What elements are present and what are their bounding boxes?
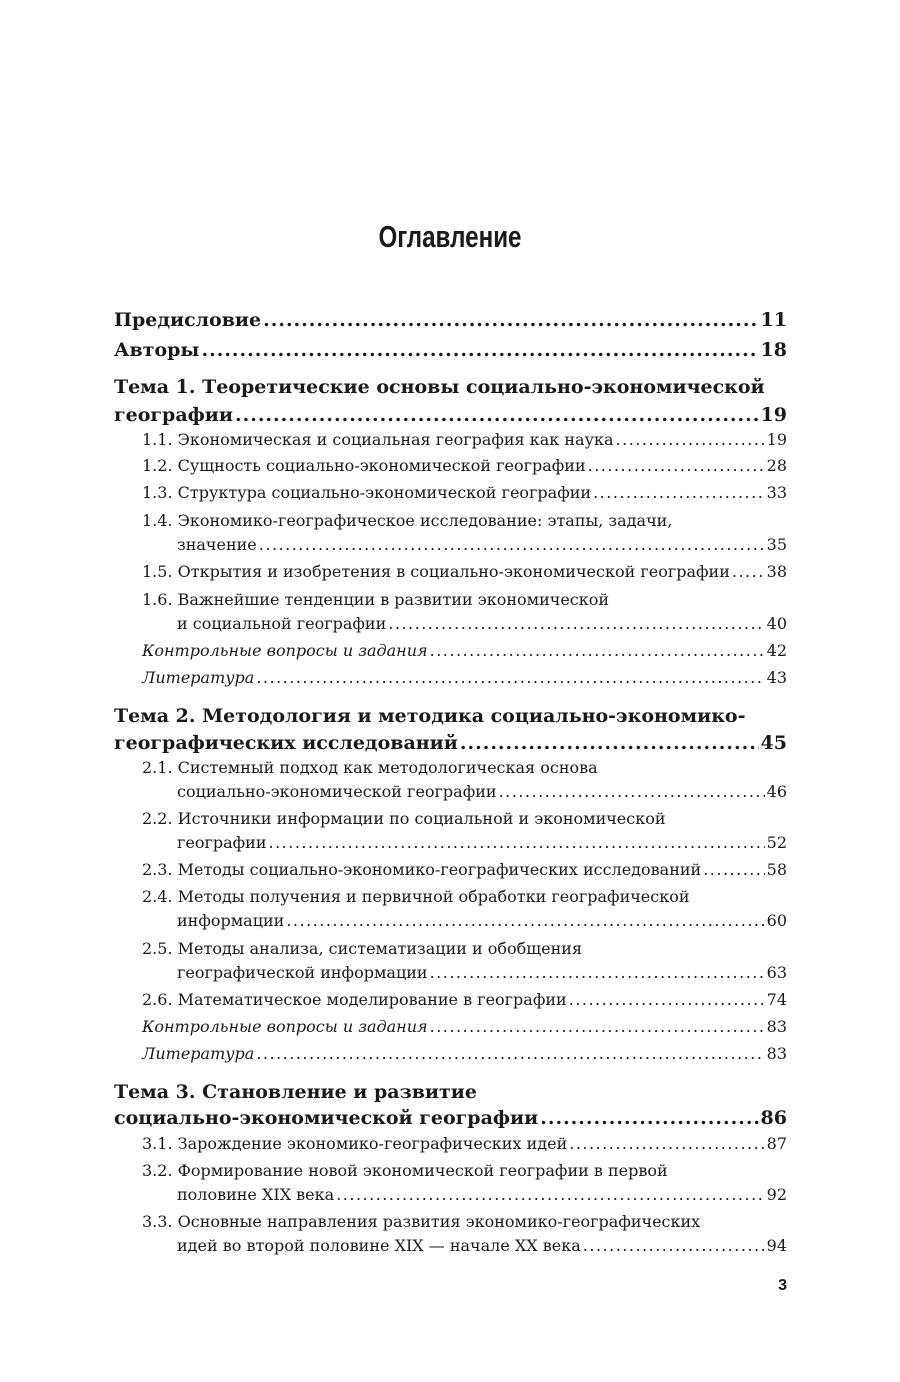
dot-leader	[263, 307, 758, 333]
dot-leader	[201, 337, 758, 363]
toc-entry-title: 2.5. Методы анализа, систематизации и обобщения	[142, 939, 583, 958]
toc-entry	[142, 589, 787, 611]
page-number: 3	[778, 1277, 787, 1294]
toc-entry-title: географической информации	[177, 963, 428, 982]
toc-entry-title: идей во второй половине XIX — начале XX века	[177, 1236, 581, 1255]
toc-entry-page: 83	[766, 1017, 787, 1036]
toc-entry	[142, 808, 787, 830]
toc-entry-title: 1.6. Важнейшие тенденции в развитии экономической	[142, 590, 610, 609]
toc-entry-page: 38	[766, 562, 787, 581]
toc-entry	[114, 402, 787, 428]
toc-entry	[177, 1184, 787, 1206]
toc-entry	[177, 534, 787, 556]
toc-entry	[142, 640, 787, 662]
dot-leader	[235, 402, 759, 428]
toc-entry-page: 43	[766, 668, 787, 687]
dot-leader	[460, 730, 759, 756]
toc-entry-page: 63	[766, 963, 787, 982]
dot-leader	[569, 1133, 764, 1155]
dot-leader	[269, 832, 765, 854]
toc-entry-title: Контрольные вопросы и задания	[142, 1017, 428, 1036]
toc-entry-page: 74	[766, 990, 787, 1009]
toc-entry-title: Контрольные вопросы и задания	[142, 641, 428, 660]
toc-entry-title: 3.1. Зарождение экономико-географических идей	[142, 1134, 568, 1153]
toc-entry-page: 40	[766, 614, 787, 633]
toc-entry	[142, 859, 787, 881]
toc-entry	[114, 730, 787, 756]
toc-entry-page: 42	[766, 641, 787, 660]
toc-entry-title: 1.5. Открытия и изобретения в социально-экономической географии	[142, 562, 730, 581]
toc-entry-page: 86	[760, 1107, 787, 1129]
dot-leader	[430, 640, 765, 662]
dot-leader	[569, 989, 765, 1011]
toc-entry-title: информации	[177, 911, 285, 930]
toc-entry	[142, 482, 787, 504]
toc-entry	[177, 832, 787, 854]
toc-entry-title: 3.3. Основные направления развития экономико-географических	[142, 1212, 701, 1231]
toc-entry-page: 19	[766, 430, 787, 449]
toc-entry-page: 18	[760, 339, 787, 361]
toc-entry	[142, 561, 787, 583]
dot-leader	[499, 781, 765, 803]
toc-entry	[177, 781, 787, 803]
toc-entry-page: 92	[766, 1185, 787, 1204]
toc-entry-page: 35	[766, 535, 787, 554]
toc-entry-title: Литература	[142, 1044, 255, 1063]
toc-entry	[142, 1016, 787, 1038]
toc-entry-title: 1.3. Структура социально-экономической географии	[142, 483, 592, 502]
dot-leader	[732, 561, 765, 583]
toc-entry-title: социально-экономической географии	[177, 782, 497, 801]
toc-entry	[114, 1105, 787, 1131]
toc-entry-title: 1.4. Экономико-географическое исследование: этапы, задачи,	[142, 511, 673, 530]
dot-leader	[588, 455, 765, 477]
toc-entry	[142, 1043, 787, 1065]
toc-entry-title: 2.6. Математическое моделирование в географии	[142, 990, 567, 1009]
toc-entry	[177, 1235, 787, 1257]
toc-entry-title: 2.3. Методы социально-экономико-географических исследований	[142, 860, 702, 879]
toc-entry-title: и социальной географии	[177, 614, 387, 633]
toc-entry-title: Предисловие	[114, 309, 262, 331]
toc-entry	[177, 910, 787, 932]
toc-entry	[114, 307, 787, 333]
toc-entry	[142, 1133, 787, 1155]
toc-entry-title: географических исследований	[114, 732, 458, 754]
toc-entry-page: 58	[766, 860, 787, 879]
toc-entry-title: Литература	[142, 668, 255, 687]
toc-entry-title: значение	[177, 535, 257, 554]
toc-entry	[142, 1160, 787, 1182]
toc-entry	[114, 1079, 787, 1105]
dot-leader	[256, 1043, 764, 1065]
toc-entry	[142, 1211, 787, 1233]
dot-leader	[616, 429, 765, 451]
toc-entry	[114, 374, 787, 400]
dot-leader	[388, 613, 764, 635]
toc-entry	[142, 886, 787, 908]
toc-entry-page: 52	[766, 833, 787, 852]
toc-entry	[142, 989, 787, 1011]
toc-entry	[142, 510, 787, 532]
toc-entry-title: географии	[114, 404, 233, 426]
toc-entry-title: 2.2. Источники информации по социальной и экономической	[142, 809, 666, 828]
dot-leader	[336, 1184, 764, 1206]
toc-entry-page: 45	[760, 732, 787, 754]
toc-entry	[142, 455, 787, 477]
toc-entry-title: Тема 1. Теоретические основы социально-экономической	[114, 376, 765, 398]
toc-entry-page: 94	[766, 1236, 787, 1255]
toc-entry-title: Тема 3. Становление и развитие	[114, 1081, 477, 1103]
toc-entry-title: географии	[177, 833, 267, 852]
dot-leader	[593, 482, 765, 504]
dot-leader	[430, 962, 765, 984]
toc-entry-page: 83	[766, 1044, 787, 1063]
dot-leader	[540, 1105, 758, 1131]
toc-entry-title: 2.1. Системный подход как методологическая основа	[142, 758, 598, 777]
toc-entry	[142, 667, 787, 689]
toc-entry-page: 46	[766, 782, 787, 801]
dot-leader	[430, 1016, 765, 1038]
toc-entry	[142, 757, 787, 779]
toc-entry-page: 33	[766, 483, 787, 502]
toc-entry-title: половине XIX века	[177, 1185, 335, 1204]
toc-entry	[177, 962, 787, 984]
dot-leader	[259, 534, 765, 556]
toc-entry-title: Тема 2. Методология и методика социально-экономико-	[114, 705, 746, 727]
toc-entry-title: 1.1. Экономическая и социальная география как наука	[142, 430, 614, 449]
toc-entry-title: социально-экономической географии	[114, 1107, 539, 1129]
toc-entry	[114, 337, 787, 363]
toc-entry-page: 28	[766, 456, 787, 475]
dot-leader	[583, 1235, 765, 1257]
toc-entry-page: 60	[766, 911, 787, 930]
toc-entry	[114, 703, 787, 729]
toc-entry	[142, 938, 787, 960]
toc-entry-page: 11	[760, 309, 787, 331]
dot-leader	[256, 667, 764, 689]
toc-entry-title: 1.2. Сущность социально-экономической географии	[142, 456, 586, 475]
toc-entry-title: 2.4. Методы получения и первичной обработки географической	[142, 887, 690, 906]
toc-entry-page: 87	[766, 1134, 787, 1153]
dot-leader	[286, 910, 764, 932]
toc-entry-title: Авторы	[114, 339, 200, 361]
toc-entry	[177, 613, 787, 635]
dot-leader	[703, 859, 764, 881]
page-title: Оглавление	[378, 219, 522, 254]
toc-entry-title: 3.2. Формирование новой экономической географии в первой	[142, 1161, 668, 1180]
toc-entry-page: 19	[760, 404, 787, 426]
toc-entry	[142, 429, 787, 451]
